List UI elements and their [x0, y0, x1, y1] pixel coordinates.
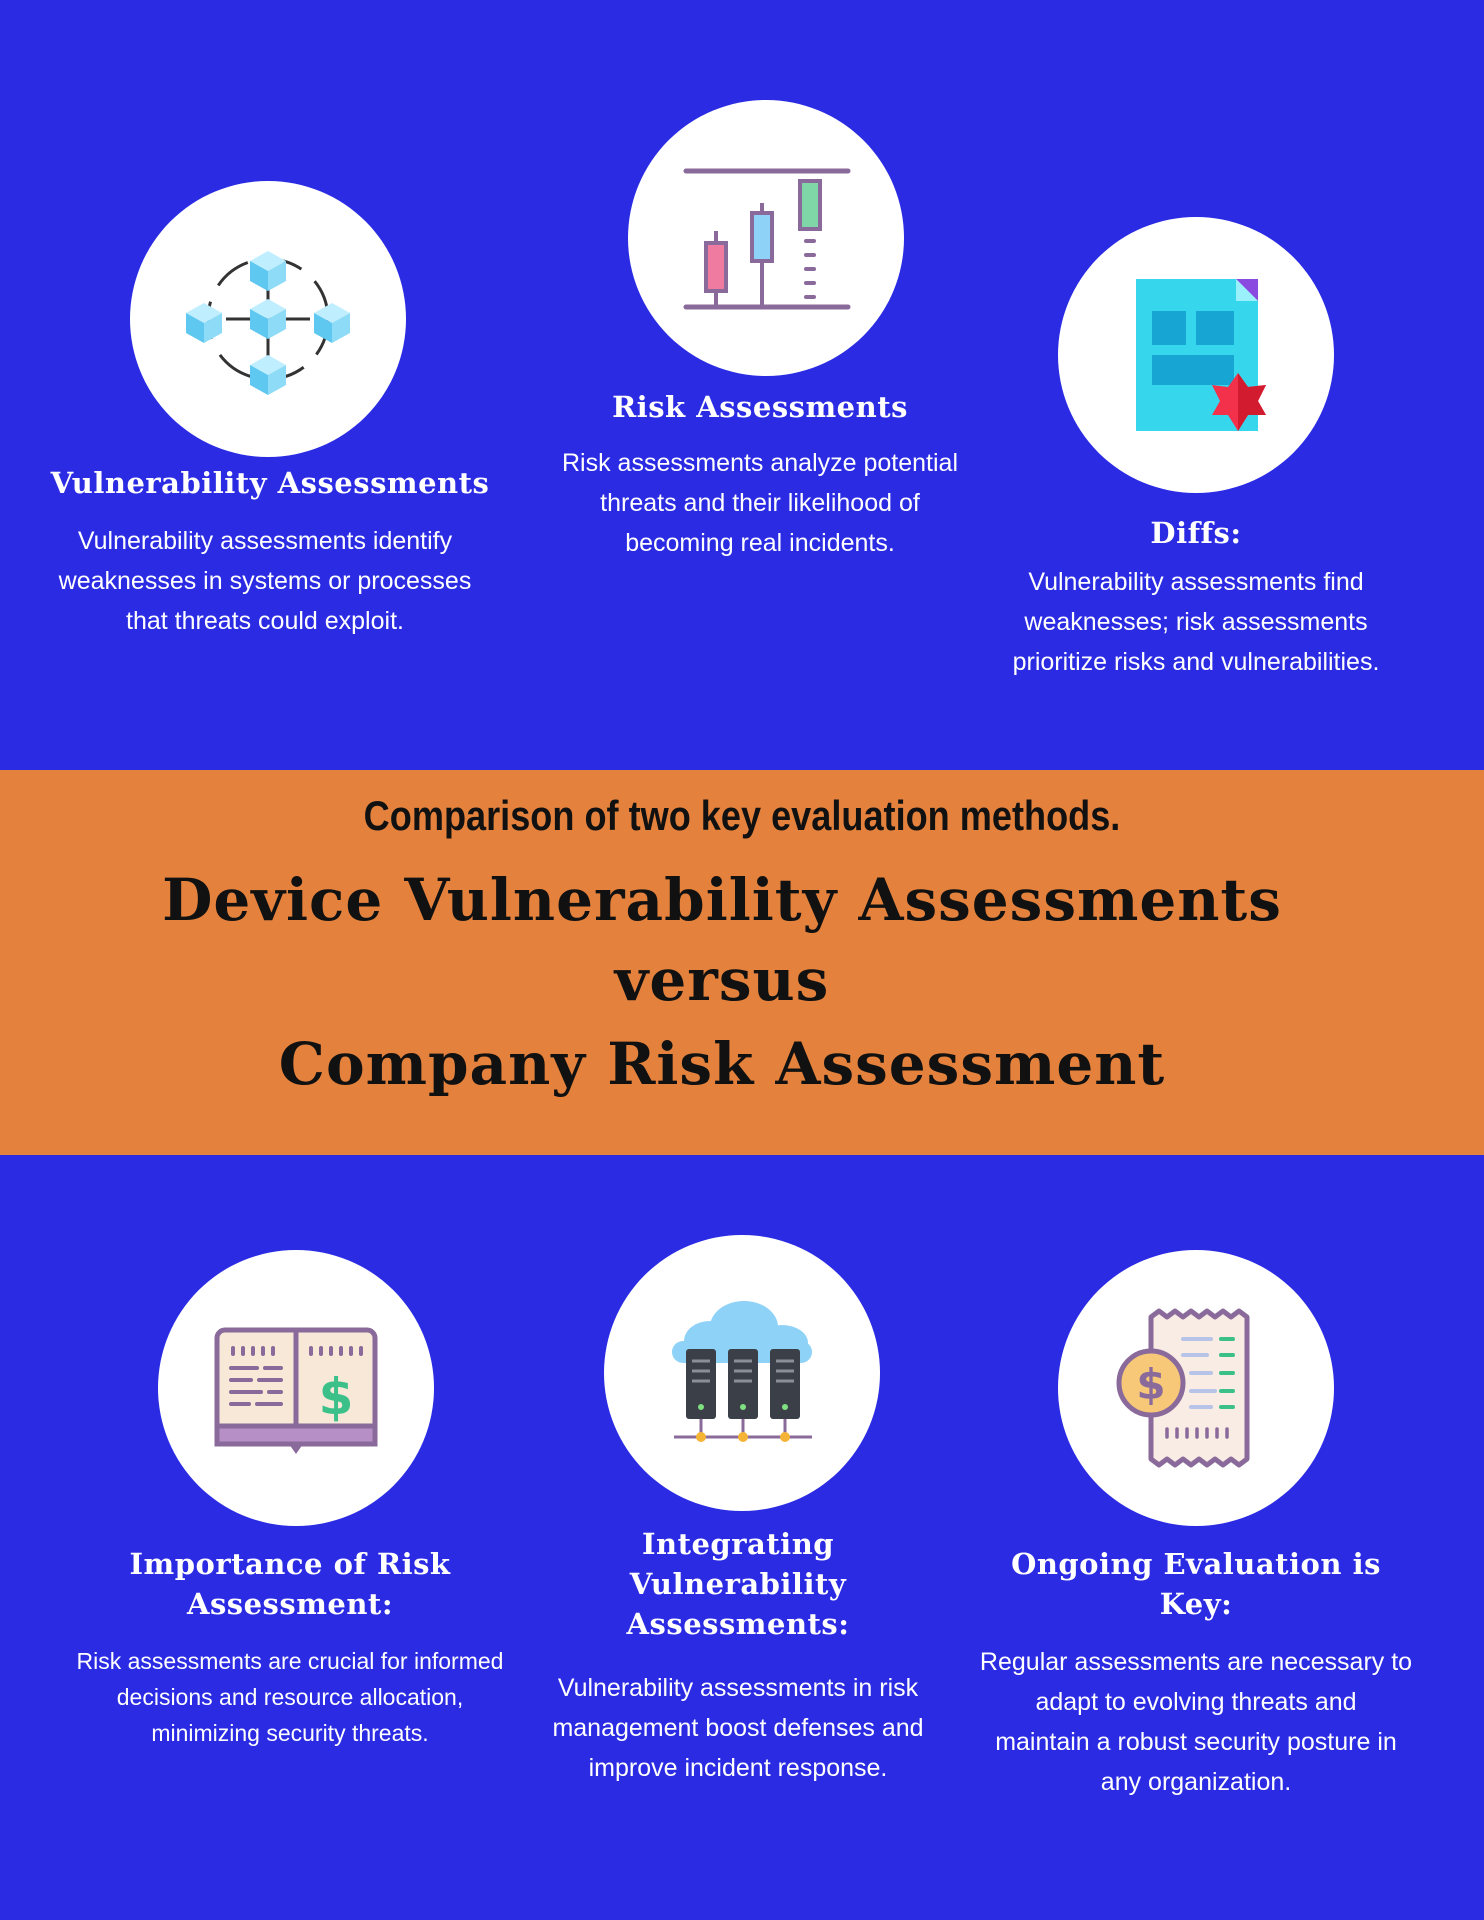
- document-badge-icon: [1116, 265, 1276, 445]
- svg-text:$: $: [1136, 1360, 1166, 1409]
- desc-line: improve incident response.: [588, 1754, 888, 1782]
- title-line: Integrating: [641, 1527, 835, 1561]
- desc-line: that threats could exploit.: [126, 607, 404, 635]
- title-line: Ongoing Evaluation is: [1011, 1547, 1381, 1581]
- desc-line: Vulnerability assessments find: [1028, 568, 1364, 596]
- ledger-book-icon: [211, 1318, 381, 1458]
- cube-network-circle: [130, 181, 406, 457]
- banner-title-line-2: versus: [614, 946, 830, 1014]
- ongoing-evaluation-title: [946, 1544, 1446, 1624]
- importance-risk-title: [40, 1544, 540, 1624]
- desc-line: maintain a robust security posture in: [995, 1728, 1397, 1756]
- title-line: Vulnerability: [629, 1567, 847, 1601]
- cube-network-icon: [178, 229, 358, 409]
- desc-line: weaknesses in systems or processes: [58, 567, 472, 595]
- receipt-dollar-circle: [1058, 1250, 1334, 1526]
- banner-title-line-3: Company Risk Assessment: [278, 1030, 1166, 1098]
- title-line: Assessment:: [186, 1587, 394, 1621]
- title-line: Importance of Risk: [129, 1547, 451, 1581]
- desc-line: Risk assessments are crucial for informed: [76, 1648, 504, 1674]
- risk-assessments-desc: [510, 443, 1010, 563]
- desc-line: management boost defenses and: [552, 1714, 924, 1742]
- banner-subtitle: Comparison of two key evaluation methods.: [363, 792, 1121, 839]
- receipt-dollar-icon: [1111, 1303, 1281, 1473]
- banner-title-line-1: Device Vulnerability Assessments: [162, 866, 1282, 934]
- desc-line: any organization.: [1100, 1768, 1292, 1796]
- vulnerability-assessments-title: Vulnerability Assessments: [50, 466, 490, 500]
- diffs-desc: [946, 562, 1446, 682]
- desc-line: minimizing security threats.: [151, 1720, 429, 1746]
- cloud-servers-icon: [652, 1293, 832, 1453]
- desc-line: prioritize risks and vulnerabilities.: [1012, 648, 1380, 676]
- vulnerability-assessments-desc: [20, 521, 510, 641]
- desc-line: threats and their likelihood of: [600, 489, 920, 517]
- desc-line: weaknesses; risk assessments: [1024, 608, 1368, 636]
- ledger-book-circle: [158, 1250, 434, 1526]
- diffs-title: Diffs:: [1150, 516, 1242, 550]
- desc-line: Regular assessments are necessary to: [979, 1648, 1413, 1676]
- svg-text:$: $: [318, 1368, 354, 1426]
- desc-line: Vulnerability assessments in risk: [557, 1674, 919, 1702]
- desc-line: Vulnerability assessments identify: [77, 527, 453, 555]
- desc-line: Risk assessments analyze potential: [561, 449, 959, 477]
- cloud-servers-circle: [604, 1235, 880, 1511]
- ongoing-evaluation-desc: [946, 1642, 1446, 1802]
- desc-line: adapt to evolving threats and: [1035, 1688, 1357, 1716]
- importance-risk-desc: [40, 1643, 540, 1751]
- risk-assessments-title: Risk Assessments: [612, 390, 908, 424]
- title-line: Assessments:: [626, 1607, 850, 1641]
- integrating-vuln-title: [488, 1524, 988, 1644]
- title-line: Key:: [1159, 1587, 1233, 1621]
- desc-line: becoming real incidents.: [625, 529, 895, 557]
- candlestick-chart-icon: [676, 153, 856, 323]
- integrating-vuln-desc: [488, 1668, 988, 1788]
- candlestick-chart-circle: [628, 100, 904, 376]
- document-badge-circle: [1058, 217, 1334, 493]
- title-banner: [0, 770, 1484, 1155]
- desc-line: decisions and resource allocation,: [116, 1684, 464, 1710]
